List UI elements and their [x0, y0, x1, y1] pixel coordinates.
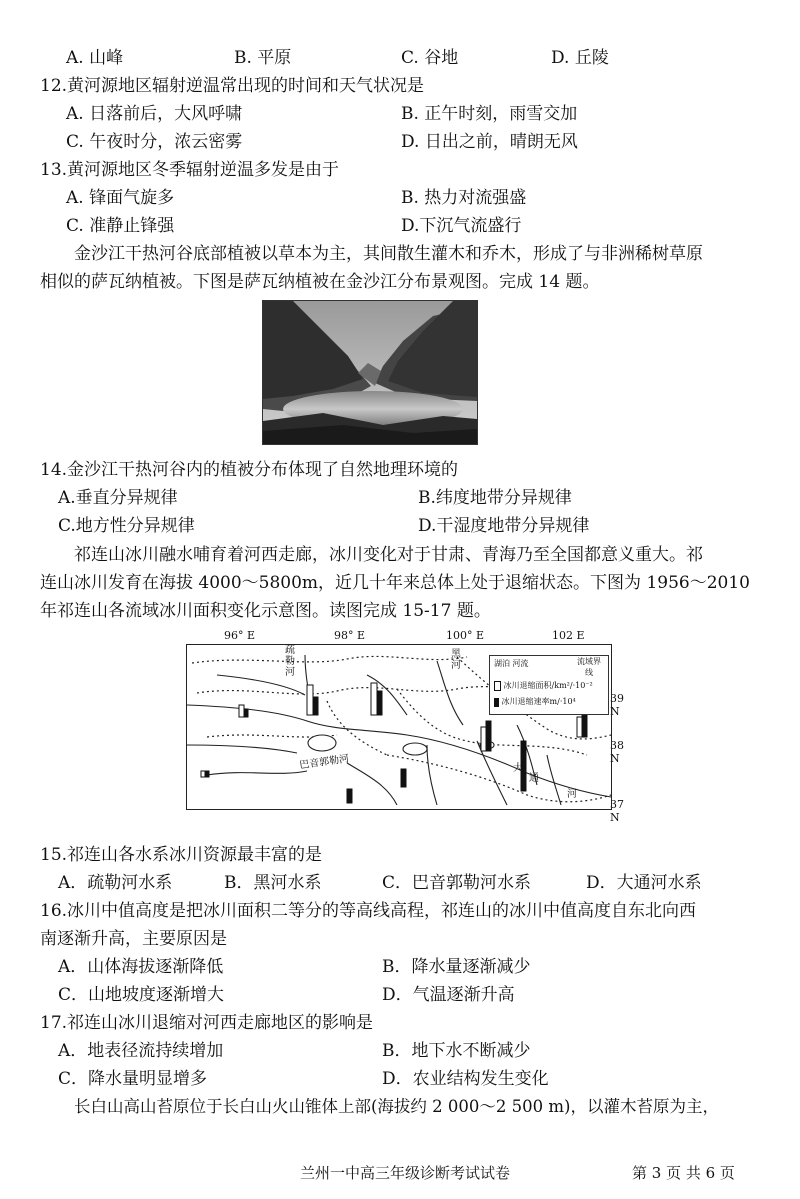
- q13-option-b: B. 热力对流强盛: [401, 188, 527, 208]
- q13-option-a: A. 锋面气旋多: [66, 188, 175, 208]
- q16-option-c: C．山地坡度逐渐增大: [58, 985, 225, 1005]
- q15-option-d: D．大通河水系: [586, 873, 702, 893]
- passage18-line1: 长白山高山苔原位于长白山火山锥体上部(海拔约 2 000～2 500 m)，以灌木苔原为主，: [74, 1097, 719, 1116]
- q17-option-c: C．降水量明显增多: [58, 1069, 208, 1089]
- legend-area: 冰川退缩面积/km²/·10⁻²: [503, 681, 593, 690]
- q12-option-a: A. 日落前后，大风呼啸: [66, 104, 243, 124]
- river-datong-label-1: 大: [513, 763, 523, 774]
- passage15-line1: 祁连山冰川融水哺育着河西走廊，冰川变化对于甘肃、青海乃至全国都意义重大。祁: [74, 545, 703, 565]
- q14-option-b: B.纬度地带分异规律: [418, 488, 572, 508]
- footer-page-number: 第 3 页 共 6 页: [632, 1164, 735, 1182]
- q16-option-d: D．气温逐渐升高: [382, 985, 515, 1005]
- passage14-line1: 金沙江干热河谷底部植被以草本为主，其间散生灌木和乔木，形成了与非洲稀树草原: [74, 244, 703, 264]
- q12-option-b: B. 正午时刻，雨雪交加: [401, 104, 578, 124]
- lat-37: 37 N: [610, 798, 624, 824]
- map-frame: [186, 644, 612, 810]
- lon-98: 98° E: [334, 629, 366, 642]
- q16-stem-line1: 16.冰川中值高度是把冰川面积二等分的等高线高程，祁连山的冰川中值高度自东北向西: [40, 901, 697, 921]
- lon-96: 96° E: [224, 629, 256, 642]
- q14-stem: 14.金沙江干热河谷内的植被分布体现了自然地理环境的: [40, 460, 459, 480]
- q12-stem: 12.黄河源地区辐射逆温常出现的时间和天气状况是: [40, 76, 425, 96]
- legend-rate-symbol: [494, 696, 576, 707]
- q17-option-a: A．地表径流持续增加: [58, 1041, 224, 1061]
- q15-option-a: A．疏勒河水系: [58, 873, 173, 893]
- passage15-line2: 连山冰川发育在海拔 4000～5800m，近几十年来总体上处于退缩状态。下图为 1956～2010: [40, 573, 750, 593]
- legend-lake-river: 湖泊 河流: [494, 659, 529, 668]
- legend-rate: 冰川退缩速率m/·10⁴: [501, 697, 576, 706]
- q17-option-d: D．农业结构发生变化: [382, 1069, 549, 1089]
- q13-option-c: C. 准静止锋强: [66, 216, 175, 236]
- map-legend: [489, 655, 609, 715]
- q16-option-b: B．降水量逐渐减少: [382, 957, 531, 977]
- q13-stem: 13.黄河源地区冬季辐射逆温多发是由于: [40, 160, 340, 180]
- river-hei-label: 黑河: [451, 649, 461, 671]
- passage14-line2: 相似的萨瓦纳植被。下图是萨瓦纳植被在金沙江分布景观图。完成 14 题。: [40, 272, 600, 292]
- legend-area-symbol: [494, 680, 593, 691]
- q14-option-d: D.干湿度地带分异规律: [418, 516, 590, 536]
- q16-option-a: A．山体海拔逐渐降低: [58, 957, 224, 977]
- q17-stem: 17.祁连山冰川退缩对河西走廊地区的影响是: [40, 1013, 374, 1033]
- q16-stem-line2: 南逐渐升高，主要原因是: [40, 929, 227, 949]
- q15-stem: 15.祁连山各水系冰川资源最丰富的是: [40, 845, 323, 865]
- q14-option-a: A.垂直分异规律: [58, 488, 178, 508]
- lon-102: 102 E: [552, 629, 585, 642]
- passage15-line3: 年祁连山各流域冰川面积变化示意图。读图完成 15-17 题。: [40, 601, 491, 621]
- river-bayin-label: 巴音郭勒河: [298, 753, 350, 772]
- savanna-landscape-photo: [262, 300, 478, 445]
- q15-option-b: B．黑河水系: [224, 873, 322, 893]
- river-datong-label-2: 通: [529, 773, 539, 784]
- q12-option-d: D. 日出之前，晴朗无风: [401, 132, 578, 152]
- q14-option-c: C.地方性分异规律: [58, 516, 195, 536]
- legend-basin: 流域界线: [577, 657, 601, 677]
- q11-option-c: C. 谷地: [401, 48, 459, 68]
- lon-100: 100° E: [446, 629, 485, 642]
- river-datong-label-3: 河: [567, 789, 577, 800]
- footer-exam-title: 兰州一中高三年级诊断考试试卷: [300, 1164, 511, 1182]
- q11-option-b: B. 平原: [234, 48, 292, 68]
- q15-option-c: C．巴音郭勒河水系: [382, 873, 532, 893]
- q13-option-d: D.下沉气流盛行: [401, 216, 522, 236]
- q17-option-b: B．地下水不断减少: [382, 1041, 531, 1061]
- q12-option-c: C. 午夜时分，浓云密雾: [66, 132, 243, 152]
- q11-option-a: A. 山峰: [66, 48, 124, 68]
- q11-option-d: D. 丘陵: [551, 48, 609, 68]
- lat-39: 39 N: [610, 692, 624, 718]
- lat-38: 38 N: [610, 739, 624, 765]
- qilian-glacier-map: [186, 628, 626, 824]
- river-shule-label: 疏勒河: [285, 645, 295, 678]
